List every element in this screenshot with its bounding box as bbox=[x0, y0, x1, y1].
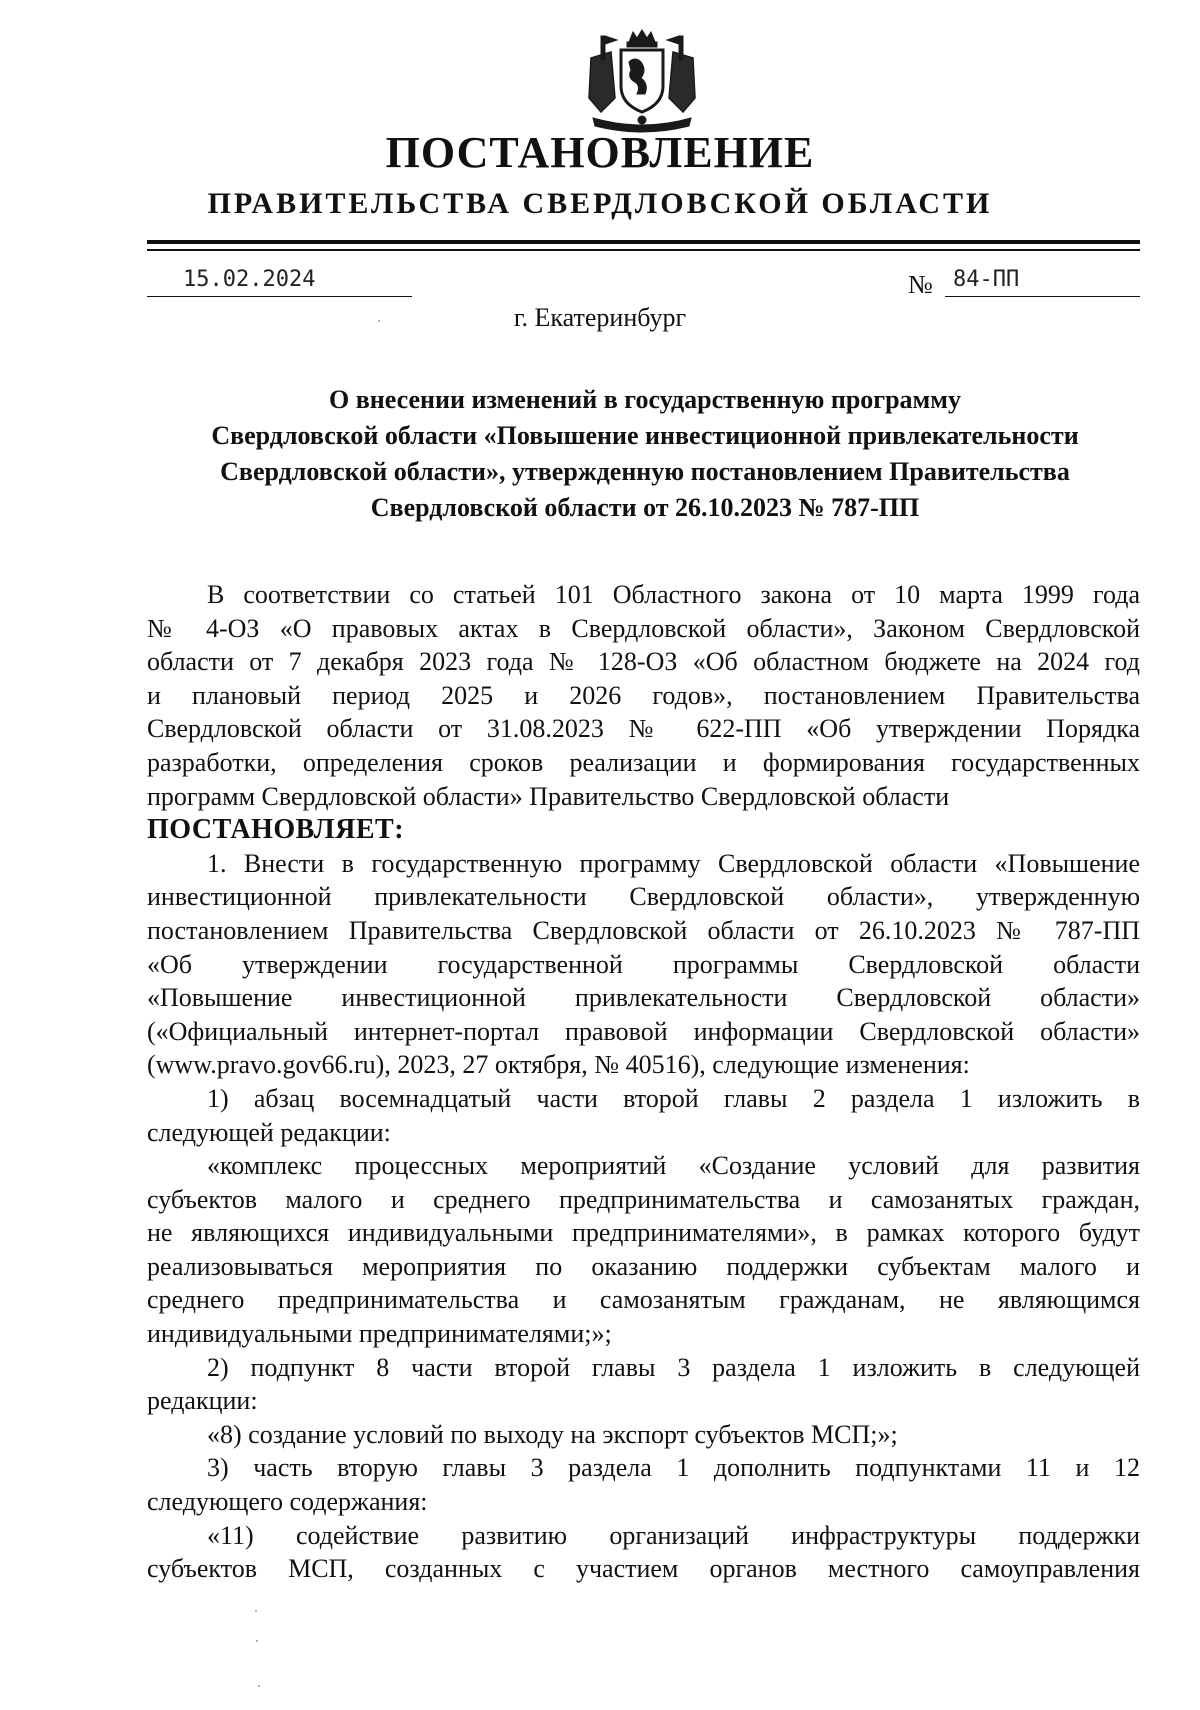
body-line: № 4-ОЗ «О правовых актах в Свердловской области», Законом Свердловской bbox=[147, 613, 1140, 643]
heading-line: Свердловской области от 26.10.2023 № 787-ПП bbox=[370, 493, 920, 522]
header-divider-thin bbox=[147, 249, 1140, 251]
body-line: «8) создание условий по выходу на экспорт субъектов МСП;»; bbox=[207, 1419, 898, 1449]
body-line: программ Свердловской области» Правительство Свердловской области bbox=[147, 781, 950, 811]
document-title: ПОСТАНОВЛЕНИЕ bbox=[385, 128, 815, 177]
body-line: инвестиционной привлекательности Свердловской области», утвержденную bbox=[147, 882, 1140, 912]
body-line: области от 7 декабря 2023 года № 128-ОЗ «Об областном бюджете на 2024 год bbox=[147, 647, 1140, 677]
date-value: 15.02.2024 bbox=[183, 267, 316, 292]
document-subtitle: ПРАВИТЕЛЬСТВА СВЕРДЛОВСКОЙ ОБЛАСТИ bbox=[207, 187, 993, 220]
body-line: 3) часть вторую главы 3 раздела 1 дополнить подпунктами 11 и 12 bbox=[207, 1453, 1140, 1483]
scan-speck bbox=[256, 1640, 258, 1642]
city-label: г. Екатеринбург bbox=[513, 303, 687, 332]
body-line: Свердловской области от 31.08.2023 № 622-ПП «Об утверждении Порядка bbox=[147, 714, 1140, 744]
heading-line: О внесении изменений в государственную программу bbox=[329, 385, 961, 414]
date-field bbox=[147, 266, 412, 297]
body-line: 2) подпункт 8 части второй главы 3 раздела 1 изложить в следующей bbox=[207, 1352, 1140, 1382]
number-value: 84-ПП bbox=[953, 267, 1020, 292]
body-line: разработки, определения сроков реализации и формирования государственных bbox=[147, 747, 1140, 777]
body-line: среднего предпринимательства и самозанятым гражданам, не являющимся bbox=[147, 1285, 1140, 1315]
body-line: следующей редакции: bbox=[147, 1117, 391, 1147]
body-line: индивидуальными предпринимателями;»; bbox=[147, 1319, 612, 1349]
decree-word: ПОСТАНОВЛЯЕТ: bbox=[147, 814, 405, 846]
body-line: «Об утверждении государственной программы Свердловской области bbox=[147, 949, 1140, 979]
body-line: «Повышение инвестиционной привлекательности Свердловской области» bbox=[147, 983, 1140, 1013]
scan-speck bbox=[255, 1610, 257, 1612]
coat-of-arms-icon bbox=[571, 28, 713, 136]
number-sign: № bbox=[908, 270, 933, 299]
header-divider-thick bbox=[147, 240, 1140, 244]
body-line: субъектов малого и среднего предпринимательства и самозанятых граждан, bbox=[147, 1184, 1140, 1214]
body-line: (www.pravo.gov66.ru), 2023, 27 октября, № 40516), следующие изменения: bbox=[147, 1050, 970, 1080]
document-heading bbox=[150, 382, 1140, 526]
body-line: 1. Внести в государственную программу Свердловской области «Повышение bbox=[207, 848, 1140, 878]
body-line: не являющихся индивидуальными предпринимателями», в рамках которого будут bbox=[147, 1218, 1140, 1248]
heading-line: Свердловской области», утвержденную постановлением Правительства bbox=[220, 457, 1070, 486]
body-line: и плановый период 2025 и 2026 годов», постановлением Правительства bbox=[147, 680, 1140, 710]
scan-speck bbox=[258, 1685, 260, 1687]
body-line: В соответствии со статьей 101 Областного закона от 10 марта 1999 года bbox=[207, 580, 1140, 609]
body-line: следующего содержания: bbox=[147, 1487, 428, 1517]
body-line: редакции: bbox=[147, 1386, 258, 1416]
body-line: реализовываться мероприятия по оказанию поддержки субъектам малого и bbox=[147, 1251, 1140, 1281]
body-line: («Официальный интернет-портал правовой информации Свердловской области» bbox=[147, 1016, 1140, 1046]
body-line: «комплекс процессных мероприятий «Создание условий для развития bbox=[207, 1151, 1140, 1181]
number-field bbox=[945, 266, 1140, 297]
body-line: постановлением Правительства Свердловской области от 26.10.2023 № 787-ПП bbox=[147, 915, 1140, 945]
body-line: «11) содействие развитию организаций инфраструктуры поддержки bbox=[207, 1520, 1140, 1550]
scan-speck bbox=[378, 320, 380, 322]
document-body bbox=[147, 578, 1140, 1586]
body-line: 1) абзац восемнадцатый части второй главы 2 раздела 1 изложить в bbox=[207, 1083, 1140, 1113]
body-line: субъектов МСП, созданных с участием органов местного самоуправления bbox=[147, 1554, 1140, 1584]
heading-line: Свердловской области «Повышение инвестиционной привлекательности bbox=[211, 421, 1079, 450]
